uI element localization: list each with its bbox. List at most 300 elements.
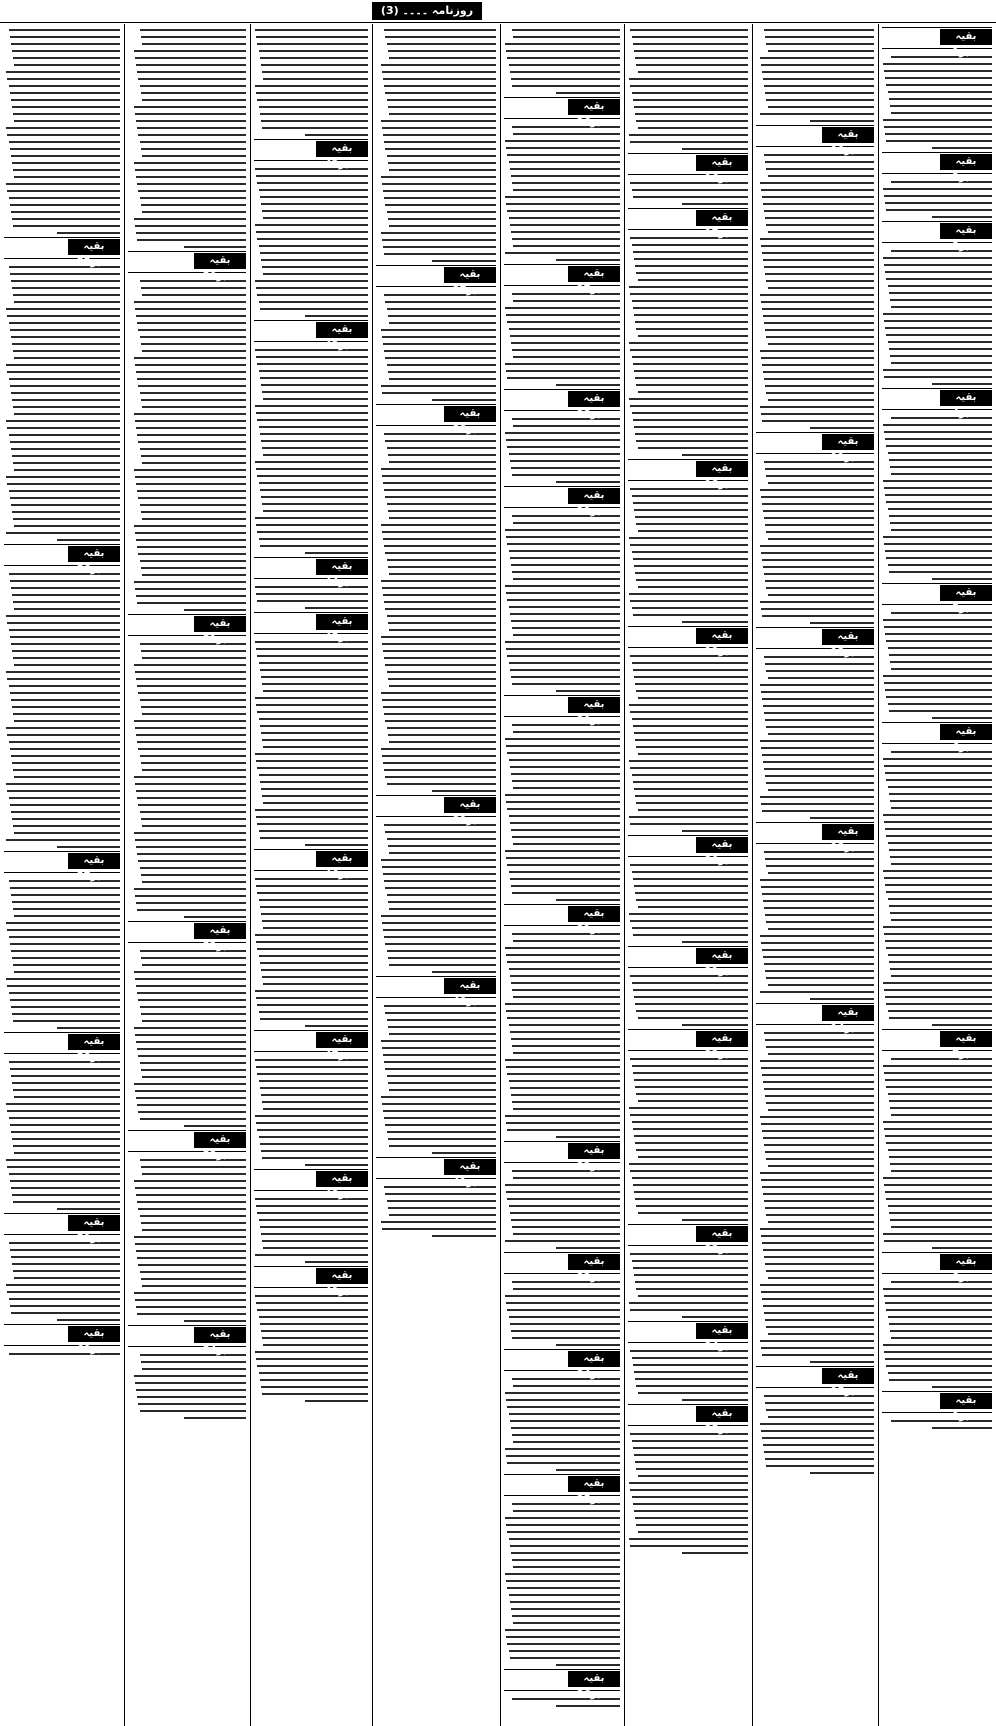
text-line — [432, 1235, 496, 1237]
text-line — [512, 238, 620, 240]
text-line — [381, 859, 496, 861]
continuation-label: بقیہ نمبر29 — [568, 488, 620, 504]
text-line — [556, 1664, 620, 1666]
text-line — [883, 257, 992, 259]
text-line — [10, 692, 120, 694]
continuation-heading — [882, 1252, 992, 1283]
text-line — [762, 420, 874, 422]
text-line — [137, 1313, 246, 1315]
text-line — [638, 71, 748, 73]
text-line — [262, 503, 368, 505]
text-line — [885, 327, 992, 329]
text-line — [765, 970, 874, 972]
text-line — [505, 1003, 620, 1005]
text-line — [761, 189, 874, 191]
text-line — [505, 1392, 620, 1394]
text-line — [505, 196, 620, 198]
continuation-heading — [504, 1669, 620, 1700]
text-line — [10, 385, 120, 387]
text-line — [768, 1221, 874, 1223]
text-line — [888, 1205, 993, 1207]
text-line — [638, 809, 748, 811]
text-line — [7, 134, 120, 136]
text-line — [513, 787, 620, 789]
text-line — [507, 1462, 620, 1464]
text-line — [135, 671, 246, 673]
text-line — [885, 494, 992, 496]
text-line — [512, 627, 620, 629]
text-line — [13, 657, 120, 659]
continuation-label: بقیہ نمبر34 — [568, 1351, 620, 1367]
continuation-label: بقیہ نمبر35 — [568, 1476, 620, 1492]
text-line — [255, 1351, 368, 1353]
text-line — [141, 343, 246, 345]
text-line — [505, 529, 620, 531]
text-line — [259, 1080, 368, 1082]
text-line — [256, 1358, 368, 1360]
text-line — [261, 440, 368, 442]
text-line — [890, 1107, 992, 1109]
text-line — [384, 29, 496, 31]
text-line — [766, 475, 874, 477]
text-line — [635, 1378, 748, 1380]
text-line — [763, 78, 874, 80]
text-line — [388, 845, 496, 847]
text-line — [634, 106, 748, 108]
text-line — [6, 727, 120, 729]
text-line — [763, 1444, 874, 1446]
text-line — [761, 245, 874, 247]
text-line — [629, 342, 748, 344]
text-line — [630, 1489, 748, 1491]
text-line — [262, 1240, 368, 1242]
text-line — [884, 1072, 992, 1074]
text-line — [890, 1163, 992, 1165]
text-line — [511, 1219, 620, 1221]
text-line — [385, 357, 496, 359]
text-line — [510, 1087, 620, 1089]
text-line — [883, 926, 992, 928]
continuation-heading — [254, 1169, 368, 1200]
text-line — [506, 147, 620, 149]
text-line — [886, 1198, 992, 1200]
text-line — [12, 1013, 120, 1015]
text-line — [262, 71, 368, 73]
text-line — [136, 846, 246, 848]
text-line — [885, 772, 992, 774]
text-line — [10, 497, 120, 499]
text-line — [630, 1114, 748, 1116]
text-line — [6, 420, 120, 422]
text-line — [509, 1538, 620, 1540]
text-line — [262, 127, 368, 129]
text-line — [766, 336, 874, 338]
text-line — [632, 662, 748, 664]
article-text-block — [128, 638, 246, 918]
text-line — [262, 447, 368, 449]
text-line — [260, 545, 368, 547]
text-line — [259, 718, 368, 720]
text-line — [255, 405, 368, 407]
continuation-label: بقیہ نمبر15 — [822, 1368, 874, 1384]
continuation-heading — [376, 1157, 496, 1188]
continuation-heading — [504, 1252, 620, 1283]
text-line — [13, 1089, 120, 1091]
text-line — [382, 866, 496, 868]
text-line — [510, 975, 620, 977]
continuation-label: بقیہ نمبر51 — [194, 616, 246, 632]
article-text-block — [504, 928, 620, 1138]
text-line — [884, 1351, 992, 1353]
text-line — [13, 964, 120, 966]
text-line — [382, 71, 496, 73]
text-line — [634, 50, 748, 52]
article-text-block — [628, 650, 748, 832]
text-line — [7, 734, 120, 736]
text-line — [630, 767, 748, 769]
text-line — [13, 713, 120, 715]
continuation-label: بقیہ نمبر46 — [316, 851, 368, 867]
text-line — [256, 1066, 368, 1068]
text-line — [12, 343, 120, 345]
article-text-block — [504, 288, 620, 386]
text-line — [884, 682, 992, 684]
text-line — [505, 1448, 620, 1450]
text-line — [141, 287, 246, 289]
text-line — [384, 1061, 496, 1063]
text-line — [259, 370, 368, 372]
text-line — [630, 544, 748, 546]
text-line — [891, 473, 992, 475]
text-line — [388, 1082, 496, 1084]
text-line — [381, 232, 496, 234]
text-line — [633, 781, 748, 783]
text-line — [263, 217, 368, 219]
text-line — [506, 1636, 620, 1638]
text-line — [765, 1039, 874, 1041]
text-line — [137, 853, 246, 855]
text-line — [630, 293, 748, 295]
text-line — [14, 776, 120, 778]
text-line — [633, 558, 748, 560]
text-line — [682, 941, 748, 943]
text-line — [762, 1354, 874, 1356]
text-line — [13, 169, 120, 171]
text-line — [141, 92, 246, 94]
text-line — [387, 727, 496, 729]
text-line — [510, 822, 620, 824]
text-line — [761, 747, 874, 749]
continuation-heading — [128, 1325, 246, 1356]
text-line — [140, 699, 246, 701]
text-line — [142, 1368, 246, 1370]
text-line — [140, 755, 246, 757]
text-line — [766, 1270, 874, 1272]
text-line — [630, 1545, 748, 1547]
text-line — [510, 557, 620, 559]
text-line — [883, 119, 992, 121]
text-line — [10, 943, 120, 945]
text-line — [137, 434, 246, 436]
text-line — [636, 1093, 748, 1095]
text-line — [765, 1319, 874, 1321]
text-line — [761, 1235, 874, 1237]
text-line — [383, 929, 496, 931]
text-line — [14, 469, 120, 471]
text-line — [505, 1295, 620, 1297]
text-line — [891, 362, 992, 364]
text-line — [634, 565, 748, 567]
text-line — [634, 1079, 748, 1081]
text-line — [883, 619, 992, 621]
text-line — [630, 823, 748, 825]
text-line — [7, 78, 120, 80]
text-line — [381, 1040, 496, 1042]
text-line — [765, 217, 874, 219]
text-line — [765, 663, 874, 665]
text-line — [761, 496, 874, 498]
text-line — [137, 546, 246, 548]
text-line — [638, 391, 748, 393]
text-line — [142, 713, 246, 715]
text-line — [14, 413, 120, 415]
text-line — [889, 1156, 992, 1158]
text-line — [513, 1233, 620, 1235]
text-line — [634, 788, 748, 790]
text-line — [382, 1228, 496, 1230]
text-line — [891, 863, 992, 865]
text-line — [9, 141, 120, 143]
text-line — [136, 64, 246, 66]
text-line — [636, 384, 748, 386]
text-line — [7, 1110, 120, 1112]
text-line — [764, 573, 874, 575]
text-line — [760, 1423, 874, 1425]
continuation-heading — [628, 1224, 748, 1255]
text-line — [382, 183, 496, 185]
continuation-label: بقیہ نمبر57 — [68, 853, 120, 869]
text-line — [384, 713, 496, 715]
text-line — [381, 915, 496, 917]
text-line — [506, 1580, 620, 1582]
text-line — [506, 439, 620, 441]
continuation-label: بقیہ نمبر8 — [940, 1254, 992, 1270]
text-line — [10, 1305, 120, 1307]
text-line — [259, 662, 368, 664]
text-line — [768, 50, 874, 52]
text-line — [888, 703, 993, 705]
text-line — [889, 292, 992, 294]
text-line — [632, 1177, 748, 1179]
text-line — [305, 552, 368, 554]
text-line — [505, 1115, 620, 1117]
text-line — [12, 399, 120, 401]
text-line — [509, 815, 620, 817]
text-line — [135, 364, 246, 366]
text-line — [768, 984, 874, 986]
text-line — [632, 1260, 748, 1262]
text-line — [765, 580, 874, 582]
text-line — [385, 1193, 496, 1195]
text-line — [512, 1226, 620, 1228]
article-text-block — [756, 24, 874, 122]
text-line — [509, 662, 620, 664]
text-line — [12, 287, 120, 289]
text-line — [766, 1158, 874, 1160]
text-line — [890, 1219, 992, 1221]
continuation-heading — [882, 583, 992, 614]
text-line — [511, 467, 620, 469]
text-line — [889, 1323, 992, 1325]
text-line — [138, 1208, 246, 1210]
text-line — [134, 776, 246, 778]
continuation-label: بقیہ نمبر14 — [822, 1005, 874, 1021]
text-line — [634, 996, 748, 998]
text-line — [9, 490, 120, 492]
text-line — [134, 664, 246, 666]
text-line — [184, 916, 246, 918]
text-line — [507, 1643, 620, 1645]
text-line — [382, 1047, 496, 1049]
text-line — [388, 106, 496, 108]
text-line — [13, 406, 120, 408]
text-line — [255, 934, 368, 936]
text-line — [635, 1086, 748, 1088]
text-line — [766, 782, 874, 784]
text-line — [142, 406, 246, 408]
text-line — [381, 176, 496, 178]
text-line — [764, 1144, 874, 1146]
text-line — [889, 98, 992, 100]
continuation-label: بقیہ نمبر4 — [940, 390, 992, 406]
text-line — [511, 829, 620, 831]
text-line — [9, 85, 120, 87]
text-line — [263, 746, 368, 748]
text-line — [513, 1288, 620, 1290]
text-line — [630, 711, 748, 713]
text-line — [256, 92, 368, 94]
article-text-block — [504, 1373, 620, 1471]
text-line — [9, 322, 120, 324]
continuation-heading — [628, 208, 748, 239]
article-text-block — [376, 289, 496, 401]
text-line — [513, 1052, 620, 1054]
text-line — [932, 383, 993, 385]
text-line — [381, 580, 496, 582]
text-line — [760, 350, 874, 352]
text-line — [388, 218, 496, 220]
text-line — [10, 1068, 120, 1070]
text-line — [638, 1017, 748, 1019]
continuation-label: بقیہ نمبر52 — [194, 923, 246, 939]
text-line — [632, 871, 748, 873]
text-line — [13, 1145, 120, 1147]
text-line — [682, 1552, 748, 1554]
text-line — [635, 1517, 748, 1519]
text-line — [7, 483, 120, 485]
text-line — [636, 1385, 748, 1387]
text-line — [259, 899, 368, 901]
text-line — [381, 329, 496, 331]
text-line — [635, 113, 748, 115]
text-line — [505, 140, 620, 142]
text-line — [766, 168, 874, 170]
text-line — [11, 1131, 120, 1133]
text-line — [634, 258, 748, 260]
text-line — [137, 685, 246, 687]
text-line — [11, 280, 120, 282]
continuation-heading — [4, 1213, 120, 1244]
text-line — [884, 877, 992, 879]
text-line — [305, 607, 368, 609]
text-line — [259, 1219, 368, 1221]
text-line — [385, 1012, 496, 1014]
text-line — [14, 1277, 120, 1279]
text-line — [140, 1271, 246, 1273]
text-line — [141, 1222, 246, 1224]
text-line — [57, 1027, 120, 1029]
text-line — [762, 71, 874, 73]
text-line — [889, 961, 992, 963]
text-line — [260, 252, 368, 254]
text-line — [884, 70, 992, 72]
text-line — [763, 371, 874, 373]
text-line — [10, 1124, 120, 1126]
text-line — [10, 329, 120, 331]
continuation-heading — [254, 612, 368, 643]
text-line — [140, 29, 246, 31]
text-line — [137, 1048, 246, 1050]
text-line — [638, 906, 748, 908]
text-line — [506, 370, 620, 372]
text-line — [505, 1184, 620, 1186]
text-line — [886, 209, 992, 211]
text-line — [136, 595, 246, 597]
continuation-heading — [254, 139, 368, 170]
text-line — [260, 1143, 368, 1145]
text-line — [766, 1214, 874, 1216]
text-line — [389, 685, 496, 687]
continuation-label: بقیہ نمبر25 — [696, 1406, 748, 1422]
text-line — [764, 29, 874, 31]
text-line — [9, 434, 120, 436]
text-line — [511, 1608, 620, 1610]
text-line — [385, 664, 496, 666]
text-line — [381, 692, 496, 694]
text-line — [682, 830, 748, 832]
text-line — [512, 29, 620, 31]
text-line — [11, 155, 120, 157]
text-line — [885, 884, 992, 886]
text-line — [261, 384, 368, 386]
text-line — [142, 43, 246, 45]
text-line — [259, 1136, 368, 1138]
text-line — [507, 1017, 620, 1019]
text-line — [889, 1100, 992, 1102]
text-line — [636, 120, 748, 122]
text-line — [634, 885, 748, 887]
text-line — [389, 573, 496, 575]
text-line — [9, 797, 120, 799]
text-line — [513, 300, 620, 302]
text-line — [256, 760, 368, 762]
text-line — [257, 767, 368, 769]
text-line — [137, 378, 246, 380]
text-line — [766, 1409, 874, 1411]
text-line — [259, 426, 368, 428]
text-line — [12, 594, 120, 596]
article-text-block — [254, 24, 368, 136]
